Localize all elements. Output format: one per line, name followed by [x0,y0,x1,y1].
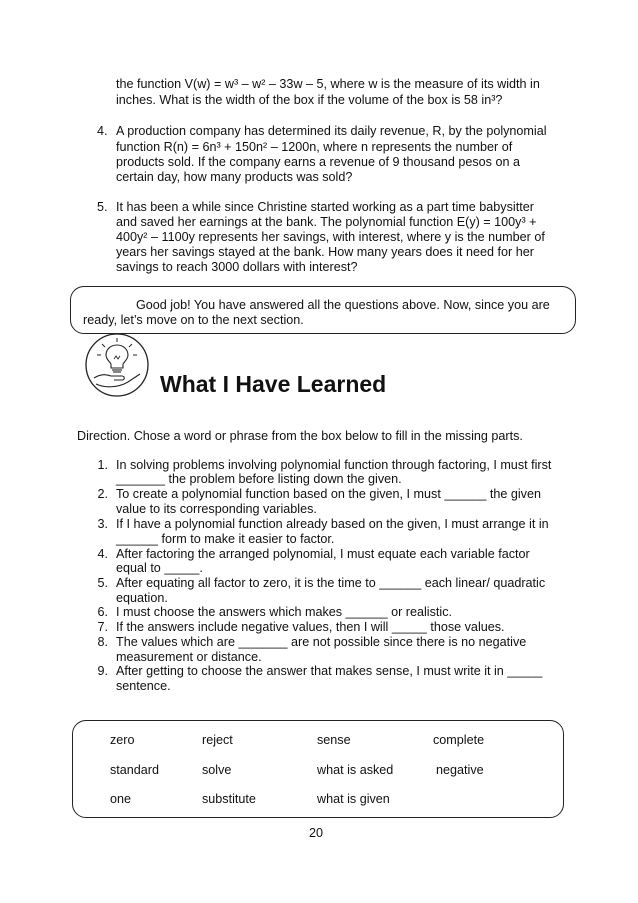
item-6-line-1: I must choose the answers which makes ______ or realistic. [116,605,452,619]
word-box-item: substitute [202,792,256,806]
word-box-item: complete [433,733,485,747]
problem-4-line-4: certain day, how many products was sold? [116,170,353,184]
item-8-line-2: measurement or distance. [116,650,262,664]
item-1-line-2: _______ the problem before listing down the given. [116,472,402,486]
word-box-item: one [110,792,132,806]
problem-4-line-3: products sold. If the company earns a revenue of 9 thousand pesos on a [116,155,520,169]
callout-line-1: Good job! You have answered all the questions above. Now, since you are [136,298,550,312]
word-box-item: what is given [317,792,390,806]
item-1-line-1: In solving problems involving polynomial function through factoring, I must first [116,458,552,472]
item-6-number: 6. [97,605,108,619]
word-box-item: solve [202,763,232,777]
problem-4-number: 4. [97,124,108,138]
problem-5-line-1: It has been a while since Christine started working as a part time babysitter [116,200,534,214]
item-9-line-2: sentence. [116,679,171,693]
item-8-line-1: The values which are _______ are not possible since there is no negative [116,635,527,649]
problem-5-line-5: savings to reach 3000 dollars with interest? [116,260,358,274]
word-box-item: reject [202,733,233,747]
item-2-number: 2. [97,487,108,501]
item-7-number: 7. [97,620,108,634]
item-4-line-2: equal to _____. [116,561,203,575]
problem-5-line-3: 400y² – 1100y represents her savings, with interest, where y is the number of [116,230,545,244]
item-9-number: 9. [97,664,108,678]
item-9-line-1: After getting to choose the answer that makes sense, I must write it in _____ [116,664,543,678]
item-5-line-1: After equating all factor to zero, it is the time to ______ each linear/ quadratic [116,576,546,590]
item-8-number: 8. [97,635,108,649]
problem-5-line-4: years her savings stayed at the bank. How many years does it need for her [116,245,534,259]
word-box-item: negative [436,763,484,777]
continuation-line-1: the function V(w) = w³ – w² – 33w – 5, where w is the measure of its width in [116,77,540,91]
item-4-line-1: After factoring the arranged polynomial, I must equate each variable factor [116,547,530,561]
item-2-line-1: To create a polynomial function based on the given, I must ______ the given [116,487,541,501]
item-3-number: 3. [97,517,108,531]
item-1-number: 1. [97,458,108,472]
section-title: What I Have Learned [160,371,387,397]
problem-5-line-2: and saved her earnings at the bank. The polynomial function E(y) = 100y³ + [116,215,537,229]
item-7-line-1: If the answers include negative values, then I will _____ those values. [116,620,505,634]
problem-4-line-2: function R(n) = 6n³ + 150n² – 1200n, where n represents the number of [116,140,513,154]
word-box-item: zero [110,733,135,747]
word-box-item: sense [317,733,351,747]
item-2-line-2: value to its corresponding variables. [116,502,317,516]
lightbulb-in-hand-icon [84,332,150,398]
item-4-number: 4. [97,547,108,561]
item-3-line-2: ______ form to make it easier to factor. [116,532,335,546]
direction-text: Direction. Chose a word or phrase from the box below to fill in the missing parts. [77,429,523,443]
callout-line-2: ready, let’s move on to the next section. [83,313,304,327]
problem-5-number: 5. [97,200,108,214]
continuation-line-2: inches. What is the width of the box if the volume of the box is 58 in³? [116,93,503,107]
word-box-item: standard [110,763,160,777]
item-5-line-2: equation. [116,591,168,605]
page-number: 20 [309,826,324,840]
problem-4-line-1: A production company has determined its daily revenue, R, by the polynomial [116,124,547,138]
word-box-item: what is asked [317,763,394,777]
item-3-line-1: If I have a polynomial function already based on the given, I must arrange it in [116,517,549,531]
item-5-number: 5. [97,576,108,590]
